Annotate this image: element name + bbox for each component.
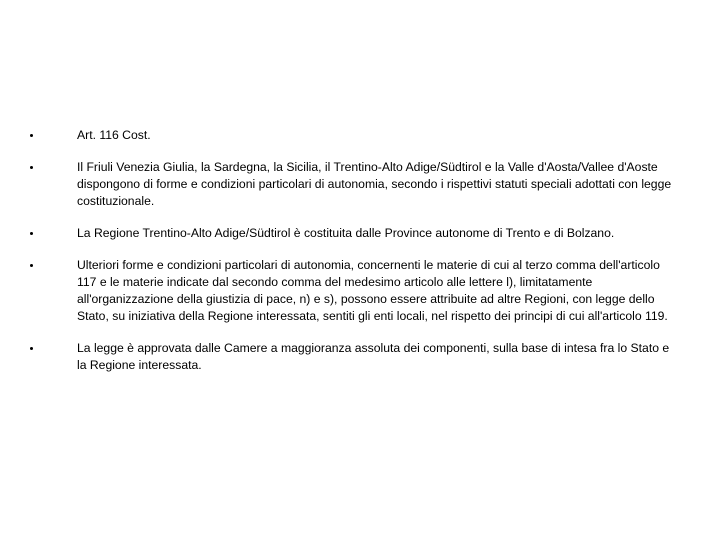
bullet-item (30, 225, 680, 242)
bullet-text: Ulteriori forme e condizioni particolari di autonomia, concernenti le materie di cui al terzo comma dell'articolo 117 e le materie indicate dal secondo comma del medesimo articolo alle lettere l), limitatamente all'organizzazione della giustizia di pace, n) e s), possono essere attribuite ad altre Regioni, con legge dello Stato, su iniziativa della Regione interessata, sentiti gli enti locali, nel rispetto dei principi di cui all'articolo 119. (77, 258, 668, 323)
bullet-text: La legge è approvata dalle Camere a maggioranza assoluta dei componenti, sulla base di intesa fra lo Stato e la Regione interessata. (77, 341, 670, 372)
bullet-dot-icon (30, 166, 33, 169)
bullet-text: Il Friuli Venezia Giulia, la Sardegna, la Sicilia, il Trentino-Alto Adige/Südtirol e la Valle d'Aosta/Vallee d'Aoste dispongono di forme e condizioni particolari di autonomia, secondo i rispettivi statuti speciali adottati con legge costituzionale. (77, 160, 672, 208)
bullet-dot-icon (30, 134, 33, 137)
bullet-dot-icon (30, 232, 33, 235)
bullet-item (30, 159, 680, 210)
bullet-dot-icon (30, 347, 33, 350)
bullet-text: Art. 116 Cost. (77, 128, 151, 142)
bullet-dot-icon (30, 264, 33, 267)
bullet-item (30, 257, 680, 325)
bullet-item (30, 127, 680, 144)
bullet-item (30, 340, 680, 374)
bullet-list (30, 127, 680, 389)
bullet-text: La Regione Trentino-Alto Adige/Südtirol è costituita dalle Province autonome di Trento e di Bolzano. (77, 226, 615, 240)
